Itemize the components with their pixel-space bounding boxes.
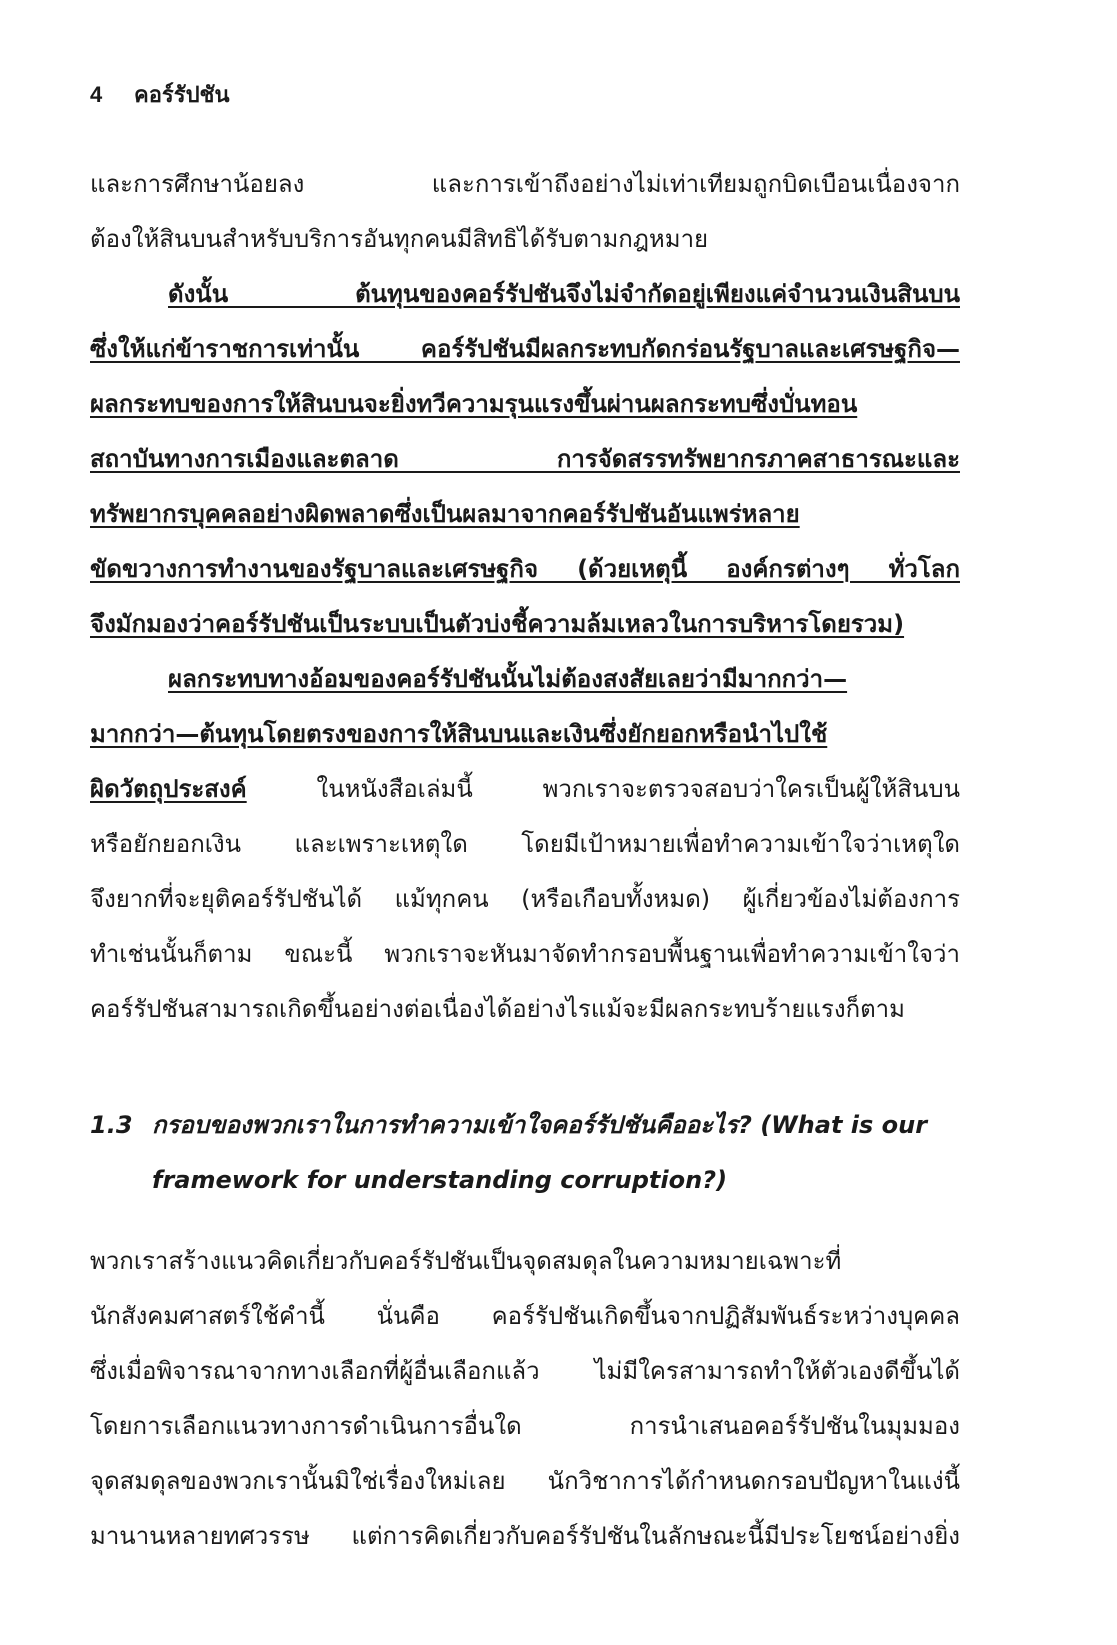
paragraph-3-plain-fragment: ในหนังสือเล่มนี้ พวกเราจะตรวจสอบว่าใครเป็นผู้ให้สินบน — [246, 775, 960, 803]
paragraph-4-line-6: มานานหลายทศวรรษ แต่การคิดเกี่ยวกับคอร์รัปชันในลักษณะนี้มีประโยชน์อย่างยิ่ง — [90, 1522, 960, 1550]
running-head — [90, 80, 230, 110]
section-heading-line-2: framework for understanding corruption?) — [152, 1166, 728, 1194]
paragraph-1-line-2: ต้องให้สินบนสำหรับบริการอันทุกคนมีสิทธิได้รับตามกฎหมาย — [90, 225, 709, 253]
paragraph-4-line-3: ซึ่งเมื่อพิจารณาจากทางเลือกที่ผู้อื่นเลือกแล้ว ไม่มีใครสามารถทำให้ตัวเองดีขึ้นได้ — [90, 1357, 960, 1385]
paragraph-2-line-2: ซึ่งให้แก่ข้าราชการเท่านั้น คอร์รัปชันมีผลกระทบกัดกร่อนรัฐบาลและเศรษฐกิจ— — [90, 335, 960, 363]
paragraph-2-line-1: ดังนั้น ต้นทุนของคอร์รัปชันจึงไม่จำกัดอยู่เพียงแค่จำนวนเงินสินบน — [168, 280, 960, 308]
paragraph-3-line-4: หรือยักยอกเงิน และเพราะเหตุใด โดยมีเป้าหมายเพื่อทำความเข้าใจว่าเหตุใด — [90, 830, 960, 858]
paragraph-2-line-6: ขัดขวางการทำงานของรัฐบาลและเศรษฐกิจ (ด้วยเหตุนี้ องค์กรต่างๆ ทั่วโลก — [90, 555, 960, 583]
paragraph-4-line-4: โดยการเลือกแนวทางการดำเนินการอื่นใด การนำเสนอคอร์รัปชันในมุมมอง — [90, 1412, 960, 1440]
section-heading — [90, 1105, 960, 1145]
section-heading-line-1: กรอบของพวกเราในการทำความเข้าใจคอร์รัปชันคืออะไร? (What is our — [152, 1111, 928, 1139]
paragraph-3-bold-fragment: ผิดวัตถุประสงค์ — [90, 775, 247, 803]
paragraph-3-line-1: ผลกระทบทางอ้อมของคอร์รัปชันนั้นไม่ต้องสงสัยเลยว่ามีมากกว่า— — [168, 665, 848, 693]
section-number: 1.3 — [90, 1111, 133, 1139]
book-page — [90, 0, 960, 1645]
paragraph-2-line-3: ผลกระทบของการให้สินบนจะยิ่งทวีความรุนแรงขึ้นผ่านผลกระทบซึ่งบั่นทอน — [90, 390, 858, 418]
paragraph-2-line-7: จึงมักมองว่าคอร์รัปชันเป็นระบบเป็นตัวบ่งชี้ความล้มเหลวในการบริหารโดยรวม) — [90, 610, 905, 638]
running-head-title: คอร์รัปชัน — [134, 82, 230, 107]
paragraph-4-line-1: พวกเราสร้างแนวคิดเกี่ยวกับคอร์รัปชันเป็นจุดสมดุลในความหมายเฉพาะที่ — [90, 1247, 842, 1275]
paragraph-3-line-6: ทำเช่นนั้นก็ตาม ขณะนี้ พวกเราจะหันมาจัดทำกรอบพื้นฐานเพื่อทำความเข้าใจว่า — [90, 940, 960, 968]
paragraph-3-line-3 — [90, 769, 960, 809]
paragraph-3-line-7: คอร์รัปชันสามารถเกิดขึ้นอย่างต่อเนื่องได้อย่างไรแม้จะมีผลกระทบร้ายแรงก็ตาม — [90, 995, 905, 1023]
paragraph-2-line-4: สถาบันทางการเมืองและตลาด การจัดสรรทรัพยากรภาคสาธารณะและ — [90, 445, 960, 473]
paragraph-2-line-5: ทรัพยากรบุคคลอย่างผิดพลาดซึ่งเป็นผลมาจากคอร์รัปชันอันแพร่หลาย — [90, 500, 800, 528]
page-number: 4 — [90, 82, 103, 107]
paragraph-4-line-5: จุดสมดุลของพวกเรานั้นมิใช่เรื่องใหม่เลย นักวิชาการได้กำหนดกรอบปัญหาในแง่นี้ — [90, 1467, 960, 1495]
paragraph-3-line-5: จึงยากที่จะยุติคอร์รัปชันได้ แม้ทุกคน (หรือเกือบทั้งหมด) ผู้เกี่ยวข้องไม่ต้องการ — [90, 885, 960, 913]
paragraph-3-line-2: มากกว่า—ต้นทุนโดยตรงของการให้สินบนและเงินซึ่งยักยอกหรือนำไปใช้ — [90, 720, 828, 748]
paragraph-4-line-2: นักสังคมศาสตร์ใช้คำนี้ นั่นคือ คอร์รัปชันเกิดขึ้นจากปฏิสัมพันธ์ระหว่างบุคคล — [90, 1302, 960, 1330]
paragraph-1-line-1: และการศึกษาน้อยลง และการเข้าถึงอย่างไม่เท่าเทียมถูกบิดเบือนเนื่องจาก — [90, 170, 960, 198]
